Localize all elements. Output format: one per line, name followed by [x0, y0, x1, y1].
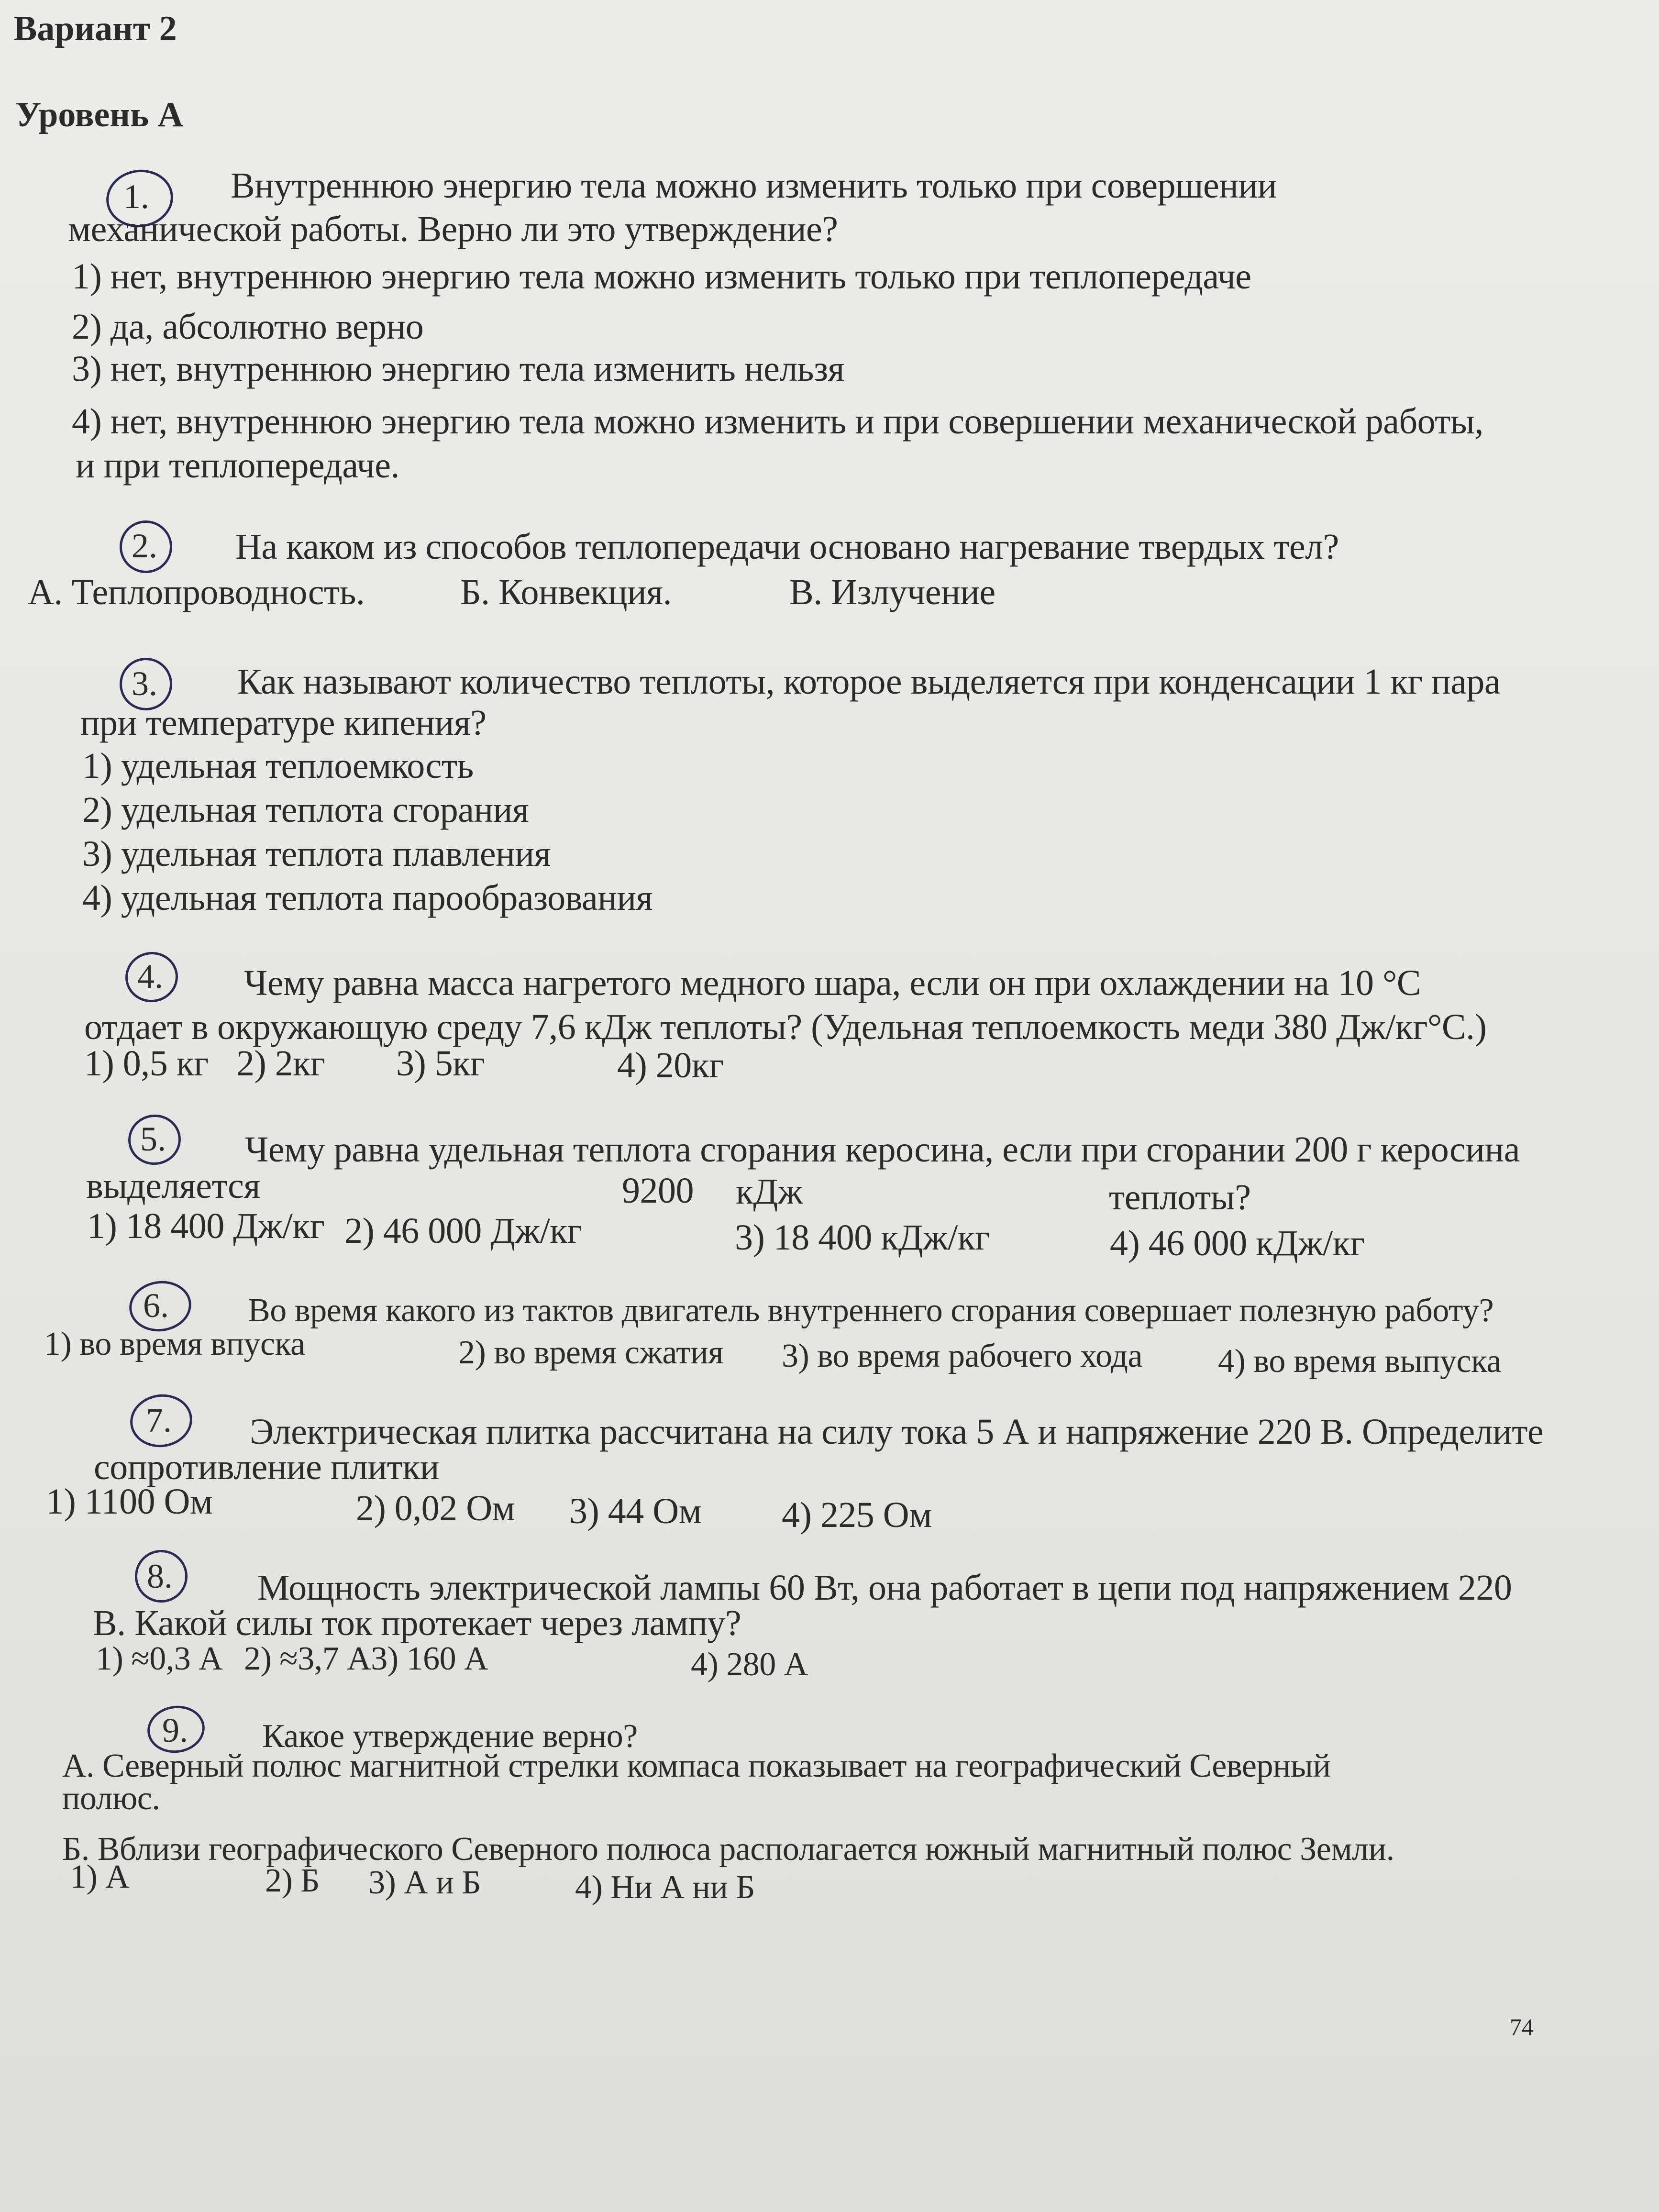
answer-option: 1) удельная теплоемкость: [82, 746, 474, 786]
question-text: теплоты?: [1109, 1177, 1251, 1217]
level-title: Уровень А: [15, 95, 184, 134]
question-number: 2.: [132, 527, 157, 565]
question-text: Во время какого из тактов двигатель внутреннего сгорания совершает полезную работу?: [248, 1292, 1494, 1329]
question-text: Внутреннюю энергию тела можно изменить только при совершении: [231, 166, 1277, 206]
answer-option: 3) 44 Ом: [569, 1491, 702, 1531]
answer-option: и при теплопередаче.: [76, 445, 400, 486]
question-value: 9200: [622, 1171, 694, 1211]
answer-option: 3) удельная теплота плавления: [82, 834, 551, 874]
answer-option: 2) 2кг: [236, 1043, 325, 1084]
answer-option: 1) 18 400 Дж/кг: [87, 1206, 325, 1246]
question-text: Чему равна масса нагретого медного шара, если он при охлаждении на 10 °С: [244, 963, 1421, 1003]
question-number: 1.: [123, 177, 149, 216]
statement-b: Б. Вблизи географического Северного полюса располагается южный магнитный полюс Земли.: [62, 1831, 1394, 1868]
answer-option: 2) да, абсолютно верно: [72, 307, 424, 347]
question-text: сопротивление плитки: [94, 1447, 439, 1487]
answer-option: 1) нет, внутреннюю энергию тела можно изменить только при теплопередаче: [72, 256, 1251, 297]
page-number: 74: [1510, 2013, 1534, 2040]
question-text: Электрическая плитка рассчитана на силу тока 5 А и напряжение 220 В. Определите: [250, 1412, 1544, 1452]
answer-option: 4) 46 000 кДж/кг: [1110, 1223, 1365, 1263]
answer-option: 4) во время выпуска: [1218, 1343, 1502, 1380]
answer-option: 3) 18 400 кДж/кг: [735, 1217, 990, 1258]
question-text: Какое утверждение верно?: [262, 1718, 638, 1755]
question-text: На каком из способов теплопередачи основано нагревание твердых тел?: [235, 527, 1339, 567]
answer-option: 3) нет, внутреннюю энергию тела изменить нельзя: [72, 349, 844, 389]
answer-option: Б. Конвекция.: [460, 572, 672, 612]
answer-option: 2) ≈3,7 А3) 160 А: [244, 1640, 488, 1677]
answer-option: 4) удельная теплота парообразования: [82, 878, 653, 918]
question-text: механической работы. Верно ли это утверждение?: [68, 209, 838, 249]
answer-option: 1) ≈0,3 А: [96, 1640, 223, 1677]
question-unit: кДж: [736, 1172, 803, 1212]
question-number: 9.: [162, 1711, 188, 1749]
answer-option: 4) Ни А ни Б: [575, 1869, 755, 1906]
question-text: выделяется: [86, 1166, 260, 1206]
statement-a: А. Северный полюс магнитной стрелки компаса показывает на географический Северный: [62, 1747, 1331, 1784]
question-number: 3.: [132, 664, 157, 703]
question-text: отдает в окружающую среду 7,6 кДж теплоты? (Удельная теплоемкость меди 380 Дж/кг°С.): [84, 1007, 1487, 1047]
question-number: 7.: [146, 1401, 172, 1439]
question-number: 6.: [143, 1286, 169, 1325]
question-number: 4.: [137, 957, 163, 995]
answer-option: 4) 280 А: [691, 1646, 808, 1683]
answer-option: 2) 0,02 Ом: [356, 1488, 515, 1528]
question-text: В. Какой силы ток протекает через лампу?: [93, 1603, 741, 1643]
answer-option: 2) во время сжатия: [458, 1334, 723, 1371]
answer-option: 4) 225 Ом: [782, 1495, 932, 1535]
question-text: Чему равна удельная теплота сгорания керосина, если при сгорании 200 г керосина: [245, 1129, 1520, 1170]
answer-option: 3) 5кг: [396, 1043, 485, 1084]
answer-option: А. Теплопроводность.: [28, 572, 365, 612]
answer-option: 2) удельная теплота сгорания: [82, 790, 529, 830]
answer-option: 4) 20кг: [617, 1045, 724, 1085]
answer-option: 1) А: [70, 1858, 130, 1895]
question-number: 5.: [140, 1120, 166, 1158]
question-text: Мощность электрической лампы 60 Вт, она работает в цепи под напряжением 220: [257, 1568, 1512, 1608]
question-text: при температуре кипения?: [80, 703, 487, 743]
answer-option: 4) нет, внутреннюю энергию тела можно изменить и при совершении механической работы,: [72, 401, 1483, 442]
answer-option: 3) во время рабочего хода: [782, 1338, 1143, 1374]
variant-title: Вариант 2: [13, 9, 177, 48]
answer-option: 1) 1100 Ом: [46, 1482, 213, 1522]
answer-option: 1) 0,5 кг: [84, 1043, 209, 1084]
statement-a: полюс.: [62, 1780, 160, 1817]
question-number: 8.: [147, 1557, 173, 1595]
answer-option: 3) А и Б: [368, 1864, 481, 1901]
answer-option: 2) Б: [265, 1862, 320, 1899]
answer-option: В. Излучение: [789, 572, 995, 612]
question-text: Как называют количество теплоты, которое выделяется при конденсации 1 кг пара: [237, 662, 1501, 702]
answer-option: 2) 46 000 Дж/кг: [344, 1211, 582, 1251]
answer-option: 1) во время впуска: [44, 1326, 305, 1362]
